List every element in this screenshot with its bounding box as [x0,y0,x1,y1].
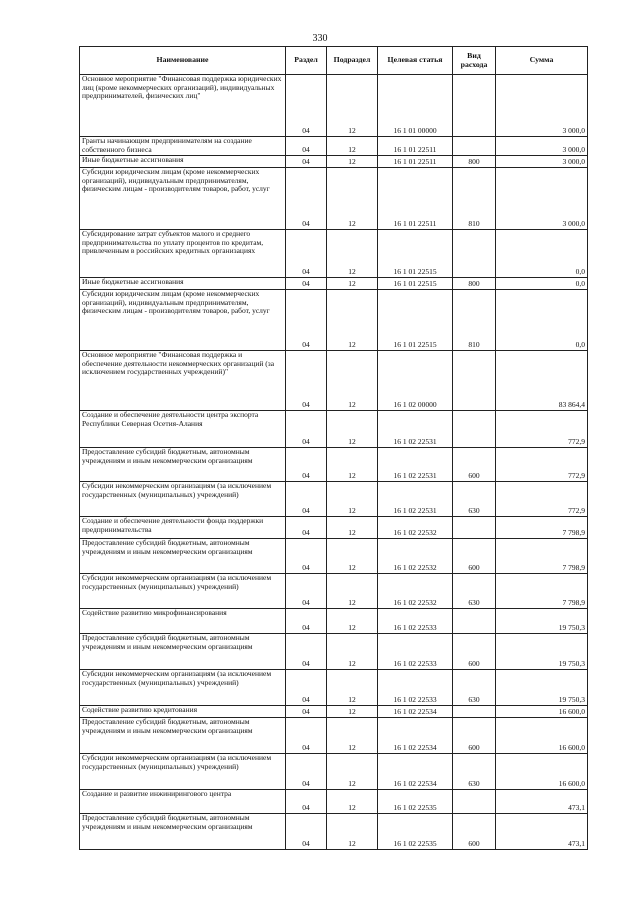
row-name: Предоставление субсидий бюджетным, автономным учреждениям и иным некоммерческим организациям [80,448,286,482]
row-name: Предоставление субсидий бюджетным, автономным учреждениям и иным некоммерческим организациям [80,814,286,850]
row-name: Создание и обеспечение деятельности фонда поддержки предпринимательства [80,517,286,539]
table-row [80,814,588,850]
row-razdel: 04 [286,539,327,574]
row-name: Субсидии некоммерческим организациям (за исключением государственных (муниципальных) учреждений) [80,482,286,517]
row-name: Предоставление субсидий бюджетным, автономным учреждениям и иным некоммерческим организациям [80,634,286,670]
row-vid [453,609,496,634]
row-razdel: 04 [286,75,327,137]
row-vid: 810 [453,290,496,351]
row-sum: 473,1 [496,814,588,850]
row-target: 16 1 01 22515 [378,230,453,278]
row-vid [453,137,496,156]
row-vid [453,411,496,448]
row-sum: 7 798,9 [496,517,588,539]
row-podrazdel: 12 [327,706,378,718]
row-razdel: 04 [286,670,327,706]
row-sum: 772,9 [496,448,588,482]
row-name: Содействие развитию микрофинансирования [80,609,286,634]
row-vid: 800 [453,278,496,290]
row-podrazdel: 12 [327,75,378,137]
row-razdel: 04 [286,290,327,351]
row-target: 16 1 01 22511 [378,137,453,156]
row-vid [453,75,496,137]
header-vid: Вид расхода [453,47,496,75]
row-name: Основное мероприятие "Финансовая поддержка и обеспечение деятельности некоммерческих организаций (за исключением государственных учреждений)" [80,351,286,411]
table-header-row [80,47,588,75]
table-row [80,634,588,670]
row-name: Гранты начинающим предпринимателям на создание собственного бизнеса [80,137,286,156]
table-row [80,790,588,814]
row-sum: 19 750,3 [496,609,588,634]
row-target: 16 1 02 22533 [378,670,453,706]
row-sum: 16 600,0 [496,718,588,754]
table-row [80,670,588,706]
row-vid [453,706,496,718]
row-target: 16 1 02 22533 [378,609,453,634]
row-sum: 19 750,3 [496,670,588,706]
row-target: 16 1 02 22532 [378,539,453,574]
row-sum: 0,0 [496,278,588,290]
row-sum: 7 798,9 [496,539,588,574]
row-target: 16 1 02 22534 [378,706,453,718]
table-row [80,230,588,278]
table-row [80,156,588,168]
row-razdel: 04 [286,517,327,539]
row-name: Создание и обеспечение деятельности центра экспорта Республики Северная Осетия-Алания [80,411,286,448]
row-name: Субсидии некоммерческим организациям (за исключением государственных (муниципальных) учреждений) [80,670,286,706]
row-sum: 0,0 [496,230,588,278]
row-sum: 3 000,0 [496,168,588,230]
row-vid: 800 [453,156,496,168]
row-vid: 630 [453,754,496,790]
row-vid [453,790,496,814]
row-podrazdel: 12 [327,670,378,706]
row-target: 16 1 02 00000 [378,351,453,411]
table-row [80,609,588,634]
table-row [80,351,588,411]
row-podrazdel: 12 [327,517,378,539]
row-vid: 630 [453,482,496,517]
row-sum: 0,0 [496,290,588,351]
row-razdel: 04 [286,230,327,278]
row-sum: 83 864,4 [496,351,588,411]
row-sum: 3 000,0 [496,137,588,156]
row-target: 16 1 02 22535 [378,814,453,850]
row-target: 16 1 02 22532 [378,517,453,539]
table-row [80,706,588,718]
row-sum: 3 000,0 [496,75,588,137]
table-row [80,75,588,137]
row-razdel: 04 [286,634,327,670]
header-target: Целевая статья [378,47,453,75]
table-row [80,278,588,290]
row-podrazdel: 12 [327,574,378,609]
row-vid: 810 [453,168,496,230]
row-podrazdel: 12 [327,448,378,482]
row-name: Субсидии юридическим лицам (кроме некоммерческих организаций), индивидуальным предпринимателям, физическим лицам - производителям товаров, работ, услуг [80,290,286,351]
row-podrazdel: 12 [327,411,378,448]
table-row [80,168,588,230]
row-name: Иные бюджетные ассигнования [80,278,286,290]
row-razdel: 04 [286,482,327,517]
header-name: Наименование [80,47,286,75]
row-podrazdel: 12 [327,137,378,156]
row-name: Иные бюджетные ассигнования [80,156,286,168]
row-razdel: 04 [286,574,327,609]
row-name: Содействие развитию кредитования [80,706,286,718]
table-row [80,482,588,517]
row-target: 16 1 02 22535 [378,790,453,814]
table-row [80,574,588,609]
row-razdel: 04 [286,718,327,754]
row-vid: 600 [453,814,496,850]
table-row [80,411,588,448]
page-number: 330 [312,33,328,44]
row-podrazdel: 12 [327,156,378,168]
row-name: Субсидирование затрат субъектов малого и среднего предпринимательства по уплату процентов по кредитам, привлеченным в российских кредитных организациях [80,230,286,278]
table-row [80,754,588,790]
header-podrazdel: Подраздел [327,47,378,75]
row-sum: 16 600,0 [496,706,588,718]
row-target: 16 1 01 22511 [378,168,453,230]
row-podrazdel: 12 [327,482,378,517]
row-name: Субсидии некоммерческим организациям (за исключением государственных (муниципальных) учреждений) [80,574,286,609]
row-razdel: 04 [286,814,327,850]
row-podrazdel: 12 [327,718,378,754]
row-target: 16 1 02 22531 [378,411,453,448]
row-podrazdel: 12 [327,609,378,634]
row-podrazdel: 12 [327,278,378,290]
row-vid: 600 [453,448,496,482]
row-vid [453,230,496,278]
row-target: 16 1 01 22511 [378,156,453,168]
row-target: 16 1 01 22515 [378,278,453,290]
row-name: Субсидии юридическим лицам (кроме некоммерческих организаций), индивидуальным предпринимателям, физическим лицам - производителям товаров, работ, услуг [80,168,286,230]
table-row [80,539,588,574]
row-name: Создание и развитие инжинирингового центра [80,790,286,814]
row-sum: 7 798,9 [496,574,588,609]
row-name: Предоставление субсидий бюджетным, автономным учреждениям и иным некоммерческим организациям [80,718,286,754]
row-razdel: 04 [286,168,327,230]
row-sum: 19 750,3 [496,634,588,670]
row-podrazdel: 12 [327,168,378,230]
row-vid: 630 [453,670,496,706]
row-razdel: 04 [286,137,327,156]
row-podrazdel: 12 [327,351,378,411]
row-razdel: 04 [286,351,327,411]
row-target: 16 1 01 22515 [378,290,453,351]
row-razdel: 04 [286,790,327,814]
header-sum: Сумма [496,47,588,75]
row-razdel: 04 [286,156,327,168]
row-sum: 772,9 [496,411,588,448]
row-vid: 600 [453,634,496,670]
row-razdel: 04 [286,609,327,634]
row-vid: 600 [453,539,496,574]
table-row [80,448,588,482]
row-target: 16 1 02 22534 [378,718,453,754]
row-sum: 772,9 [496,482,588,517]
row-razdel: 04 [286,411,327,448]
row-name: Субсидии некоммерческим организациям (за исключением государственных (муниципальных) учреждений) [80,754,286,790]
row-razdel: 04 [286,706,327,718]
row-podrazdel: 12 [327,634,378,670]
row-target: 16 1 02 22531 [378,448,453,482]
row-podrazdel: 12 [327,230,378,278]
budget-table [79,46,588,850]
row-sum: 3 000,0 [496,156,588,168]
row-name: Основное мероприятие "Финансовая поддержка юридических лиц (кроме некоммерческих организаций), индивидуальных предпринимателей, физических лиц" [80,75,286,137]
row-razdel: 04 [286,754,327,790]
row-podrazdel: 12 [327,539,378,574]
table-row [80,718,588,754]
row-target: 16 1 01 00000 [378,75,453,137]
table-row [80,137,588,156]
row-sum: 16 600,0 [496,754,588,790]
row-target: 16 1 02 22534 [378,754,453,790]
table-row [80,517,588,539]
row-sum: 473,1 [496,790,588,814]
row-razdel: 04 [286,278,327,290]
row-razdel: 04 [286,448,327,482]
row-vid [453,517,496,539]
row-podrazdel: 12 [327,790,378,814]
row-podrazdel: 12 [327,290,378,351]
row-podrazdel: 12 [327,814,378,850]
row-target: 16 1 02 22531 [378,482,453,517]
row-vid: 600 [453,718,496,754]
row-podrazdel: 12 [327,754,378,790]
row-vid [453,351,496,411]
row-target: 16 1 02 22533 [378,634,453,670]
row-vid: 630 [453,574,496,609]
table-row [80,290,588,351]
row-name: Предоставление субсидий бюджетным, автономным учреждениям и иным некоммерческим организациям [80,539,286,574]
header-razdel: Раздел [286,47,327,75]
row-target: 16 1 02 22532 [378,574,453,609]
